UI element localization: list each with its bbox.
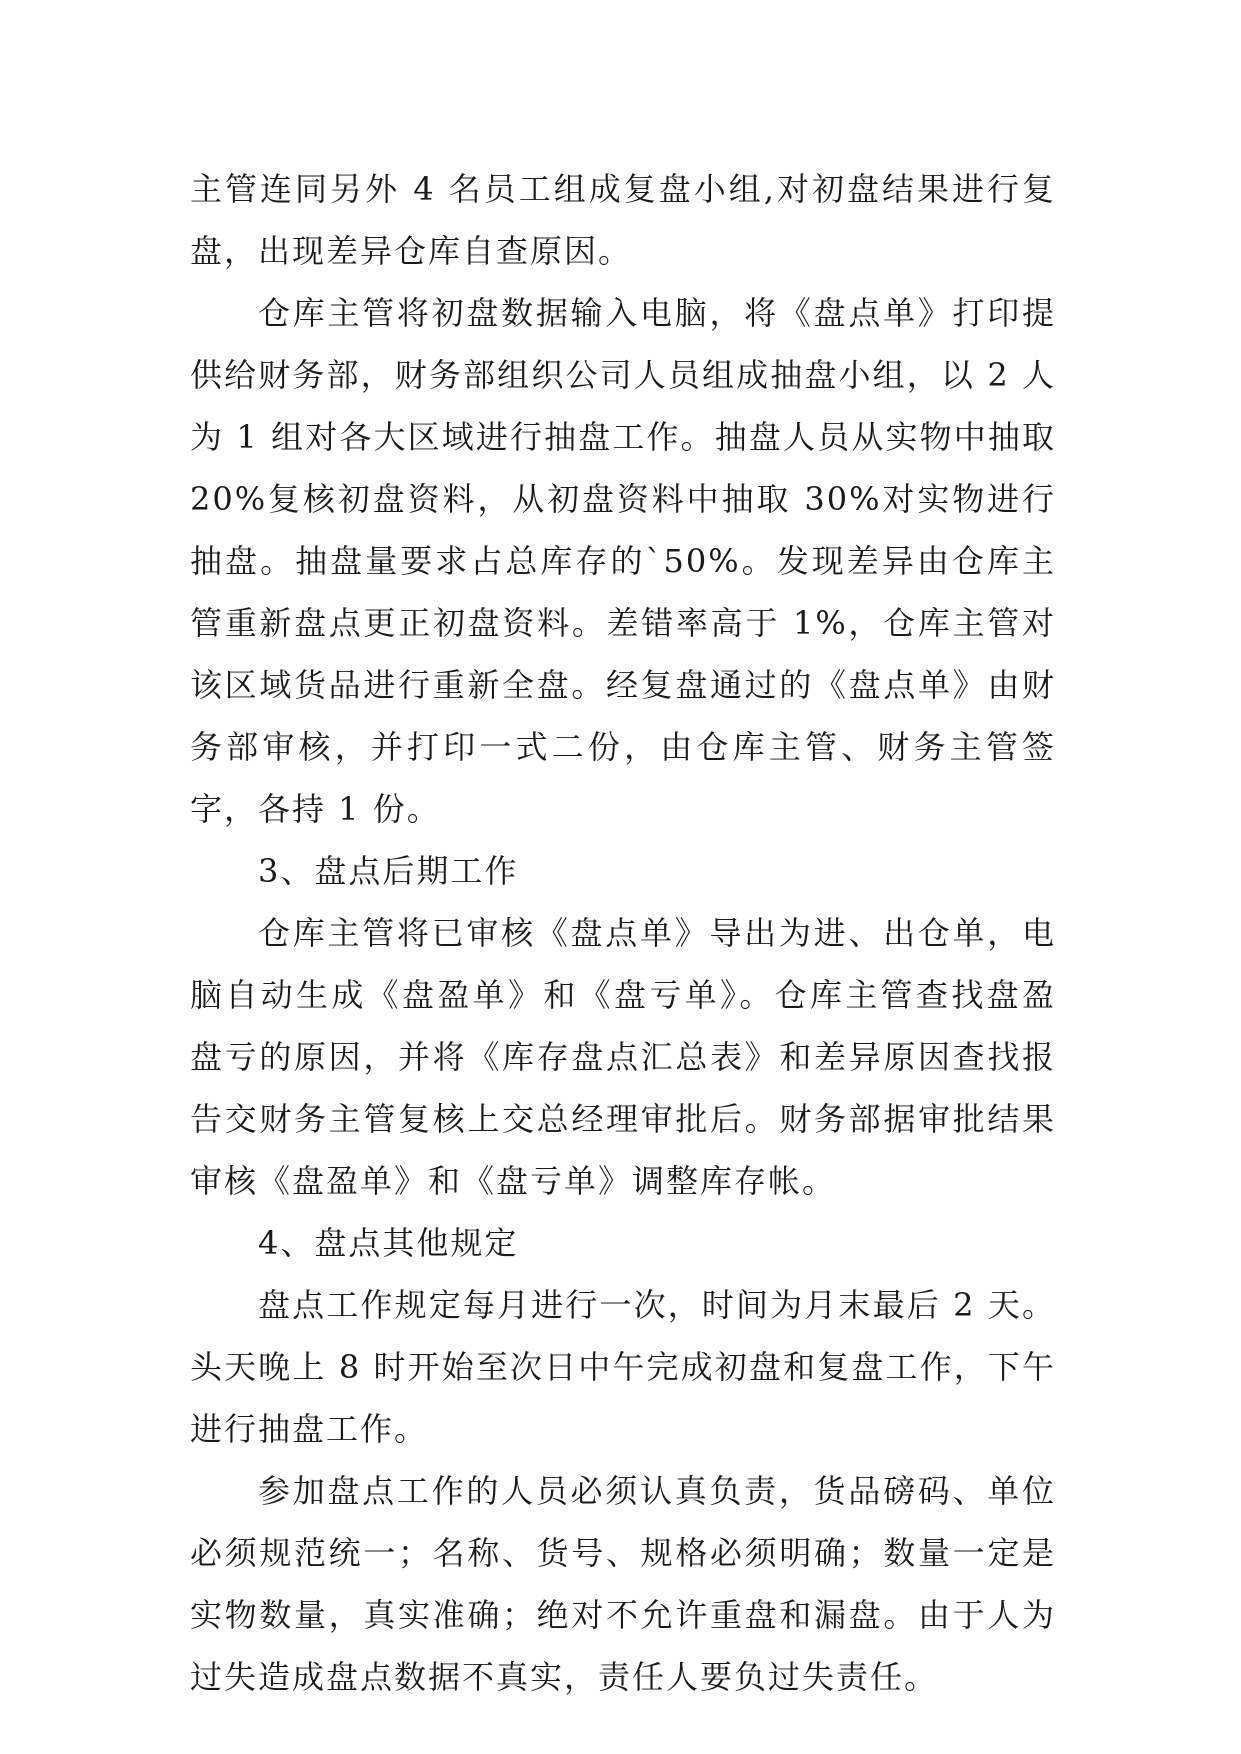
section-heading-post-inventory: 3、盘点后期工作 — [258, 852, 519, 890]
section-heading-other-rules: 4、盘点其他规定 — [258, 1224, 519, 1262]
paragraph-responsibility: 参加盘点工作的人员必须认真负责，货品磅码、单位必须规范统一；名称、货号、规格必须明确；数量一定是实物数量，真实准确；绝对不允许重盘和漏盘。由于人为过失造成盘点数据不真实，责任人要负过失责任。 — [190, 1472, 1056, 1696]
paragraph-schedule: 盘点工作规定每月进行一次，时间为月末最后 2 天。头天晚上 8 时开始至次日中午完成初盘和复盘工作，下午进行抽盘工作。 — [190, 1286, 1056, 1448]
paragraph-spot-check: 仓库主管将初盘数据输入电脑，将《盘点单》打印提供给财务部，财务部组织公司人员组成抽盘小组，以 2 人为 1 组对各大区域进行抽盘工作。抽盘人员从实物中抽取 20%复核初盘资料，从初盘资料中抽取 30%对实物进行抽盘。抽盘量要求占总库存的`50%。发现差异由仓库主管重新盘点更正初盘资料。差错率高于 1%，仓库主管对该区域货品进行重新全盘。经复盘通过的《盘点单》由财务部审核，并打印一式二份，由仓库主管、财务主管签字，各持 1 份。 — [190, 294, 1056, 828]
document-body — [190, 158, 1056, 1708]
paragraph-post-inventory: 仓库主管将已审核《盘点单》导出为进、出仓单，电脑自动生成《盘盈单》和《盘亏单》。仓库主管查找盘盈盘亏的原因，并将《库存盘点汇总表》和差异原因查找报告交财务主管复核上交总经理审批后。财务部据审批结果审核《盘盈单》和《盘亏单》调整库存帐。 — [190, 914, 1056, 1200]
paragraph-recount-team: 主管连同另外 4 名员工组成复盘小组,对初盘结果进行复盘，出现差异仓库自查原因。 — [190, 170, 1056, 270]
